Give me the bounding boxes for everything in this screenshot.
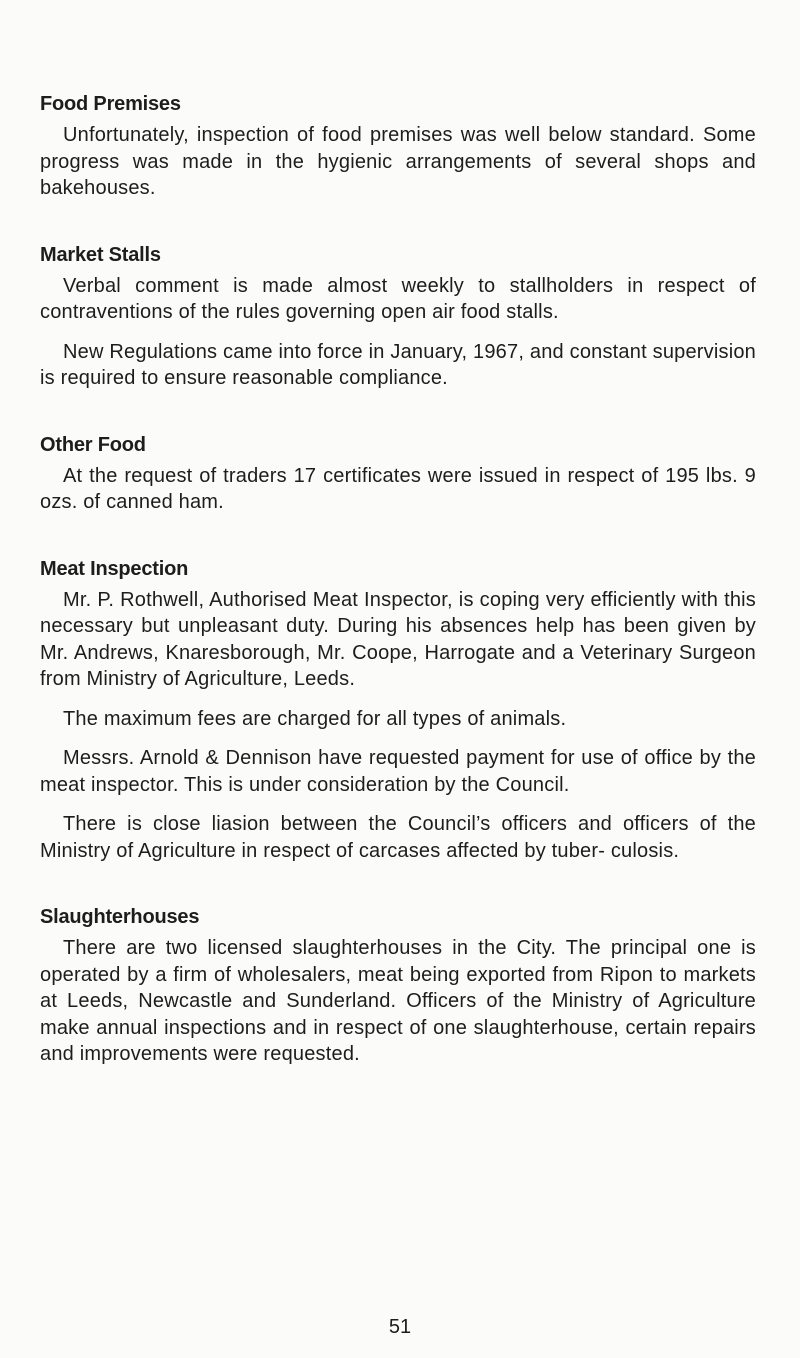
paragraph: The maximum fees are charged for all types of animals. [63, 707, 567, 730]
paragraph: Unfortunately, inspection of food premises was well below standard. Some progress was made in the hygienic arrangements of several shops and bakehouses. [40, 124, 756, 199]
section-heading: Meat Inspection [40, 557, 189, 580]
section-meat-inspection [40, 557, 756, 865]
section-heading: Food Premises [40, 93, 181, 115]
paragraph: Messrs. Arnold & Dennison have requested payment for use of office by the meat inspector. This is under consideration by the Council. [40, 747, 756, 796]
section-slaughterhouses [40, 905, 756, 1068]
paragraph: Verbal comment is made almost weekly to stallholders in respect of contraventions of the rules governing open air food stalls. [40, 274, 756, 323]
section-heading: Slaughterhouses [40, 906, 200, 928]
paragraph: There is close liasion between the Council’s officers and officers of the Ministry of Agriculture in respect of carcases affected by tuber- culosis. [40, 813, 756, 862]
paragraph: At the request of traders 17 certificates were issued in respect of 195 lbs. 9 ozs. of canned ham. [40, 464, 756, 513]
paragraph: New Regulations came into force in January, 1967, and constant supervision is required to ensure reasonable compliance. [40, 340, 756, 389]
section-food-premises [40, 92, 756, 202]
section-heading: Market Stalls [40, 243, 161, 266]
document-page [40, 92, 756, 1109]
paragraph: Mr. P. Rothwell, Authorised Meat Inspector, is coping very efficiently with this necessary but unpleasant duty. During his absences help has been given by Mr. Andrews, Knaresborough, Mr. Coope, Harrogate and a Veterinary Surgeon from Ministry of Agriculture, Leeds. [40, 588, 756, 690]
section-market-stalls [40, 243, 756, 392]
page-number: 51 [388, 1316, 412, 1338]
paragraph: There are two licensed slaughterhouses in the City. The principal one is operated by a firm of wholesalers, meat being exported from Ripon to markets at Leeds, Newcastle and Sunderland. Officers of the Ministry of Agriculture make annual inspections and in respect of one slaughterhouse, certain repairs and improvements were requested. [40, 937, 756, 1065]
section-other-food [40, 433, 756, 516]
section-heading: Other Food [40, 433, 146, 456]
